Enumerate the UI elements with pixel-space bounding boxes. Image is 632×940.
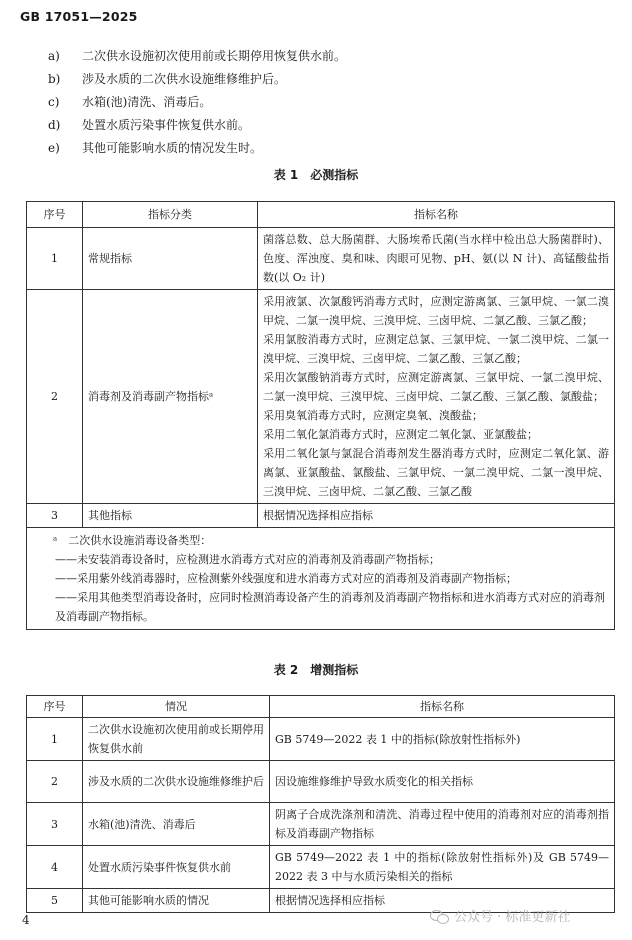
- row-no: 5: [27, 889, 83, 913]
- list-marker: e): [48, 140, 60, 155]
- row-situation: 处置水质污染事件恢复供水前: [83, 846, 270, 889]
- indicator-text: 根据情况选择相应指标: [263, 509, 373, 522]
- watermark-text: 公众号 · 标准更新社: [454, 910, 571, 925]
- row-no: 4: [27, 846, 83, 889]
- list-item: [20, 44, 600, 67]
- table1-caption: 表 1 必测指标: [273, 168, 359, 182]
- indicator-text: 采用氯胺消毒方式时，应测定总氯、三氯甲烷、一氯二溴甲烷、二氯一溴甲烷、三溴甲烷、三卤甲烷、二氯乙酸、三氯乙酸；: [263, 333, 609, 365]
- row-no: 3: [27, 504, 83, 528]
- row-indicators: [258, 228, 615, 290]
- col-header-category: 指标分类: [83, 202, 258, 228]
- table-row: [27, 718, 615, 761]
- list-item: [20, 136, 600, 159]
- wechat-icon: [430, 909, 448, 923]
- footnote-item: ——采用其他类型消毒设备时，应同时检测消毒设备产生的消毒剂及消毒副产物指标和进水消毒方式对应的消毒剂及消毒副产物指标。: [55, 591, 605, 623]
- footnote-item: ——未安装消毒设备时，应检测进水消毒方式对应的消毒剂及消毒副产物指标；: [55, 553, 440, 566]
- col-header-indicator: 指标名称: [258, 202, 615, 228]
- row-indicator: 阴离子合成洗涤剂和清洗、消毒过程中使用的消毒剂对应的消毒剂指标及消毒副产物指标: [270, 803, 615, 846]
- row-indicator: GB 5749—2022 表 1 中的指标(除放射性指标外): [270, 718, 615, 761]
- row-no: 1: [27, 718, 83, 761]
- indicator-text: 采用次氯酸钠消毒方式时，应测定游离氯、三氯甲烷、一氯二溴甲烷、二氯一溴甲烷、三溴甲烷、三卤甲烷、二氯乙酸、三氯乙酸、氯酸盐；: [263, 371, 609, 403]
- row-category: 消毒剂及消毒副产物指标ᵃ: [83, 290, 258, 504]
- list-marker: c): [48, 94, 60, 109]
- list-text: 二次供水设施初次使用前或长期停用恢复供水前。: [82, 49, 347, 63]
- row-indicators: [258, 290, 615, 504]
- table-header-row: [27, 202, 615, 228]
- table-row: [27, 290, 615, 504]
- indicator-text: 采用臭氧消毒方式时，应测定臭氧、溴酸盐；: [263, 409, 483, 422]
- footnote-item: ——采用紫外线消毒器时，应检测紫外线强度和进水消毒方式对应的消毒剂及消毒副产物指标；: [55, 572, 517, 585]
- table-row: [27, 228, 615, 290]
- row-situation: 其他可能影响水质的情况: [83, 889, 270, 913]
- row-situation: 水箱(池)清洗、消毒后: [83, 803, 270, 846]
- table2: [26, 695, 615, 913]
- list-text: 处置水质污染事件恢复供水前。: [82, 118, 251, 132]
- table-row: [27, 803, 615, 846]
- col-header-no: 序号: [27, 696, 83, 718]
- page-number: 4: [22, 913, 30, 927]
- row-indicator: 根据情况选择相应指标: [270, 889, 615, 913]
- table2-caption: 表 2 增测指标: [273, 663, 359, 677]
- footnote-title: ᵃ 二次供水设施消毒设备类型：: [53, 534, 212, 547]
- list-text: 其他可能影响水质的情况发生时。: [82, 141, 263, 155]
- row-indicator: GB 5749—2022 表 1 中的指标(除放射性指标外)及 GB 5749—2022 表 3 中与水质污染相关的指标: [270, 846, 615, 889]
- table-row: [27, 504, 615, 528]
- list-item: [20, 90, 600, 113]
- indicator-text: 采用液氯、次氯酸钙消毒方式时，应测定游离氯、三氯甲烷、一氯二溴甲烷、二氯一溴甲烷、三溴甲烷、三卤甲烷、二氯乙酸、三氯乙酸；: [263, 295, 609, 327]
- indicator-text: 菌落总数、总大肠菌群、大肠埃希氏菌(当水样中检出总大肠菌群时)、色度、浑浊度、臭和味、肉眼可见物、pH、氨(以 N 计)、高锰酸盐指数(以 O₂ 计): [263, 233, 609, 284]
- row-situation: 涉及水质的二次供水设施维修维护后: [83, 761, 270, 803]
- list-text: 涉及水质的二次供水设施维修维护后。: [82, 72, 287, 86]
- col-header-indicator: 指标名称: [270, 696, 615, 718]
- table-header-row: [27, 696, 615, 718]
- row-category: 其他指标: [83, 504, 258, 528]
- list-marker: a): [48, 48, 60, 63]
- row-situation: 二次供水设施初次使用前或长期停用恢复供水前: [83, 718, 270, 761]
- row-indicator: 因设施维修维护导致水质变化的相关指标: [270, 761, 615, 803]
- table1-footnote: [27, 528, 615, 630]
- row-no: 2: [27, 761, 83, 803]
- row-no: 2: [27, 290, 83, 504]
- standard-code: GB 17051—2025: [20, 9, 138, 24]
- watermark: [430, 906, 570, 925]
- row-category: 常规指标: [83, 228, 258, 290]
- list-marker: d): [48, 117, 61, 132]
- list-item: [20, 113, 600, 136]
- condition-list: [20, 44, 600, 159]
- list-marker: b): [48, 71, 61, 86]
- row-no: 1: [27, 228, 83, 290]
- col-header-no: 序号: [27, 202, 83, 228]
- row-indicators: [258, 504, 615, 528]
- row-no: 3: [27, 803, 83, 846]
- table-row: [27, 761, 615, 803]
- table-row: [27, 846, 615, 889]
- col-header-situation: 情况: [83, 696, 270, 718]
- indicator-text: 采用二氧化氯与氯混合消毒剂发生器消毒方式时，应测定二氧化氯、游离氯、亚氯酸盐、氯酸盐、三氯甲烷、一氯二溴甲烷、二氯一溴甲烷、三溴甲烷、三卤甲烷、二氯乙酸、三氯乙酸: [263, 447, 609, 498]
- list-item: [20, 67, 600, 90]
- indicator-text: 采用二氧化氯消毒方式时，应测定二氧化氯、亚氯酸盐；: [263, 428, 538, 441]
- list-text: 水箱(池)清洗、消毒后。: [82, 95, 212, 109]
- table1: [26, 201, 615, 630]
